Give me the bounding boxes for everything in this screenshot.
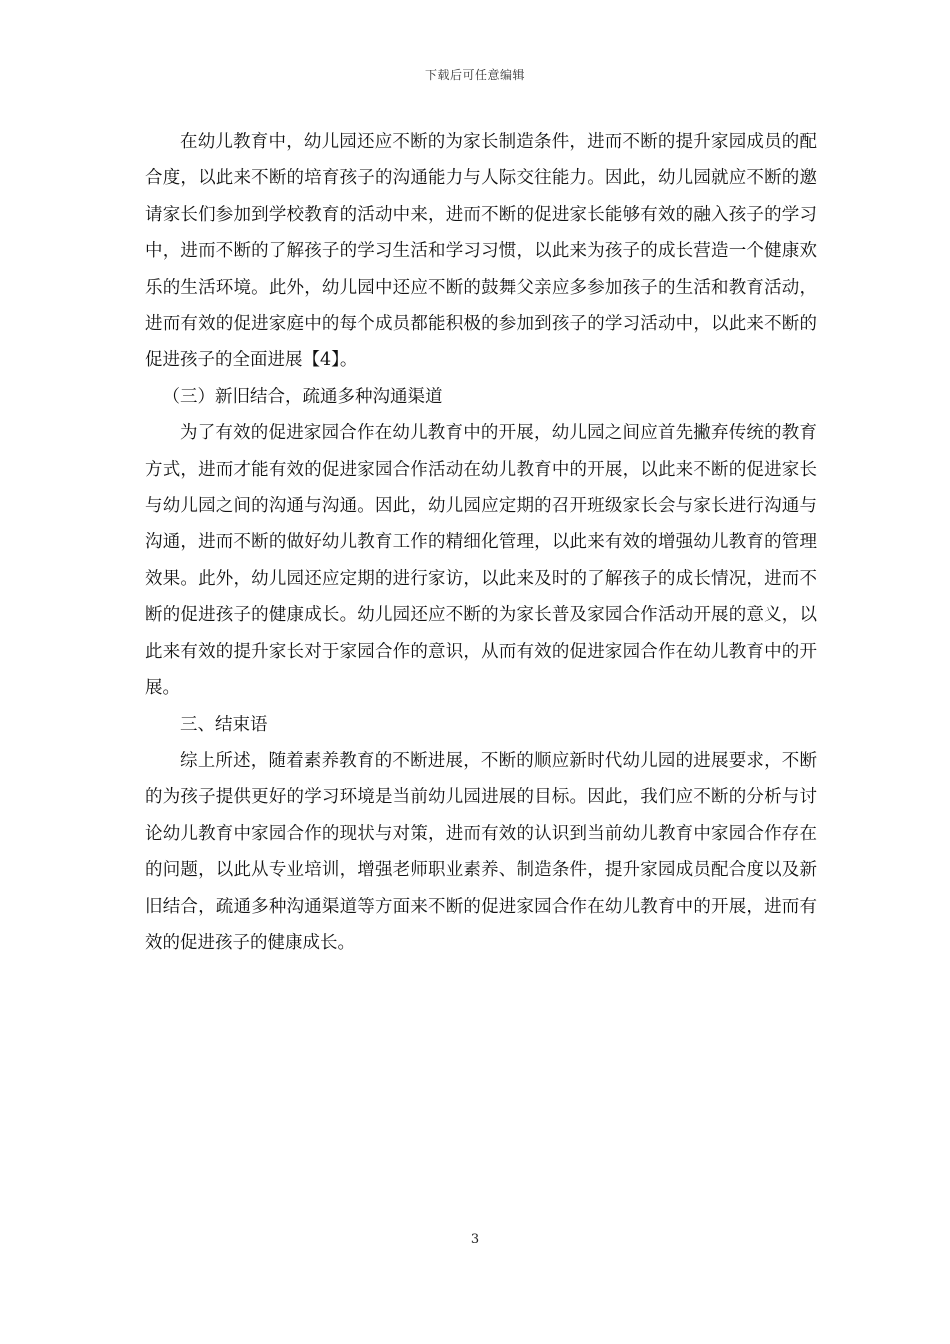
paragraph-communication-channels: 为了有效的促进家园合作在幼儿教育中的开展，幼儿园之间应首先撇弃传统的教育方式，进而才能有效的促进家园合作活动在幼儿教育中的开展，以此来不断的促进家长与幼儿园之间的沟通与沟通。因此，幼儿园应定期的召开班级家长会与家长进行沟通与沟通，进而不断的做好幼儿教育工作的精细化管理，以此来有效的增强幼儿教育的管理效果。此外，幼儿园还应定期的进行家访，以此来及时的了解孩子的成长情况，进而不断的促进孩子的健康成长。幼儿园还应不断的为家长普及家园合作活动开展的意义，以此来有效的提升家长对于家园合作的意识，从而有效的促进家园合作在幼儿教育中的开展。 xyxy=(145,423,817,699)
document-body xyxy=(145,124,817,961)
page-header: 下载后可任意编辑 xyxy=(424,68,525,82)
section-heading-conclusion: 三、结束语 xyxy=(180,714,268,735)
paragraph-conclusion: 综上所述，随着素养教育的不断进展，不断的顺应新时代幼儿园的进展要求，不断的为孩子提供更好的学习环境是当前幼儿园进展的目标。因此，我们应不断的分析与讨论幼儿教育中家园合作的现状与对策，进而有效的认识到当前幼儿教育中家园合作存在的问题，以此从专业培训，增强老师职业素养、制造条件，提升家园成员配合度以及新旧结合，疏通多种沟通渠道等方面来不断的促进家园合作在幼儿教育中的开展，进而有效的促进孩子的健康成长。 xyxy=(145,750,817,953)
section-heading-new-old-combination: （三）新旧结合，疏通多种沟通渠道 xyxy=(162,386,443,407)
page-number: 3 xyxy=(470,1232,480,1247)
paragraph-home-school-conditions: 在幼儿教育中，幼儿园还应不断的为家长制造条件，进而不断的提升家园成员的配合度，以此来不断的培育孩子的沟通能力与人际交往能力。因此，幼儿园就应不断的邀请家长们参加到学校教育的活动中来，进而不断的促进家长能够有效的融入孩子的学习中，进而不断的了解孩子的学习生活和学习习惯，以此来为孩子的成长营造一个健康欢乐的生活环境。此外，幼儿园中还应不断的鼓舞父亲应多参加孩子的生活和教育活动，进而有效的促进家庭中的每个成员都能积极的参加到孩子的学习活动中，以此来不断的促进孩子的全面进展【4】。 xyxy=(145,132,817,371)
